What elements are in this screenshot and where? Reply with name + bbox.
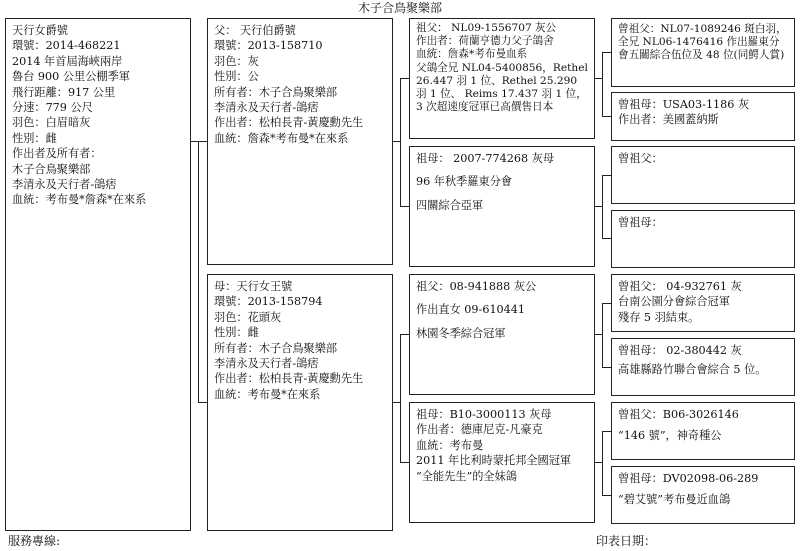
granddam-title: 祖母：B10-3000113 灰母 [416,408,552,421]
paternal-granddam-box [409,146,595,267]
connector-line [400,78,409,79]
connector-line [602,495,611,496]
granddam-line: 96 年秋季羅東分會 [416,175,513,189]
subject-line: 血統：考布曼*詹森*在來系 [12,193,147,207]
great-grandsire-box [611,402,795,460]
connector-line [198,402,207,403]
great-grandparent-text: 曾祖母： 02-380442 灰 [618,344,742,357]
subject-line: 魯台 900 公里公棚季軍 [12,70,130,84]
dam-line: 血統：考布曼*在來系 [214,387,321,401]
connector-line [400,78,401,206]
service-hotline-label: 服務專線: [8,534,61,548]
subject-box [5,18,191,531]
page-title: 木子合鳥聚樂部 [357,1,442,15]
subject-line: 性別：雌 [12,131,57,145]
grandsire-title: 祖父： NL09-1556707 灰公 [416,22,557,34]
grandsire-title: 祖父：08-941888 灰公 [416,280,537,293]
great-grandparent-text: 曾祖父：B06-3026146 [618,408,739,421]
dam-line: 所有者：木子合鳥聚樂部 [214,341,338,355]
connector-line [602,431,611,432]
subject-line: 飛行距離：917 公里 [12,85,116,99]
sire-line: 血統：詹森*考布曼*在來系 [214,131,349,145]
subject-ring: 環號：2014-468221 [12,39,121,53]
great-grandparent-text: “146 號”，神奇種公 [618,429,722,443]
dam-line: 環號：2013-158794 [214,295,323,309]
dam-line: 羽色：花頭灰 [214,310,282,324]
great-grandparent-text: 高雄縣路竹聯合會綜合 5 位。 [618,363,767,377]
subject-line: 李清永及天行者-鴿痞 [12,178,117,192]
great-grandparent-text: 曾祖母：DV02098-06-289 [618,472,759,485]
dam-line: 性別：雌 [214,326,259,340]
granddam-line: 四關綜合亞軍 [416,198,484,212]
granddam-line: 作出者：德庫尼克-凡豪克 [416,423,543,437]
connector-line [602,52,603,117]
great-granddam-box [611,338,795,396]
maternal-grandsire-box [409,274,595,395]
sire-line: 作出者：松柏長青-黃慶勳先生 [214,116,364,130]
connector-line [198,141,199,403]
sire-box [207,18,393,265]
grandsire-line: 血統：詹森*考布曼血系 [416,48,528,61]
great-grandparent-text: 殘存 5 羽結束。 [618,310,700,324]
great-grandparent-text: 作出者：美國蓋納斯 [618,113,719,127]
connector-line [198,141,207,142]
connector-line [400,334,409,335]
subject-name: 天行女爵號 [12,24,68,37]
sire-name: 父： 天行伯爵號 [214,24,296,37]
granddam-title: 祖母： 2007-774268 灰母 [416,152,555,165]
great-grandsire-box [611,146,795,204]
great-granddam-box [611,466,795,524]
great-grandparent-text: 曾祖父： [618,152,663,165]
granddam-line: 2011 年比利時蒙托邦全國冠軍 [416,454,572,468]
grandsire-line: 作出者：荷蘭亨德力父子鴿舍 [416,35,554,48]
great-grandsire-box [611,274,795,332]
connector-line [602,431,603,496]
connector-line [602,303,603,368]
dam-name: 母：天行女王號 [214,280,293,293]
subject-line: 作出者及所有者： [12,147,102,161]
great-grandparent-text: 曾祖母： [618,216,663,229]
granddam-line: 血統：考布曼 [416,438,484,452]
subject-line: 羽色：白眉暗灰 [12,116,91,130]
great-grandparent-text: “碧艾號”考布曼近血鴿 [618,493,731,507]
subject-line: 分速：779 公尺 [12,101,93,115]
maternal-granddam-box [409,402,595,523]
connector-line [400,334,401,462]
sire-line: 李清永及天行者-鴿痞 [214,101,319,115]
connector-line [602,175,603,239]
sire-line: 性別：公 [214,70,259,84]
connector-line [602,238,611,239]
connector-line [602,175,611,176]
grandsire-line: 林園冬季綜合冠軍 [416,326,506,340]
sire-line: 所有者：木子合鳥聚樂部 [214,85,338,99]
grandsire-line: 父鴿全兄 NL04-5400856，Rethel 26.447 羽 1 位、Rethel 25.290 羽 1 位、 Reims 17.437 羽 1 位，3 次超速度冠軍已高價售日本 [416,61,588,114]
subject-line: 2014 年首屆海峽兩岸 [12,54,123,68]
connector-line [602,367,611,368]
great-granddam-box [611,92,795,141]
connector-line [602,303,611,304]
great-grandparent-text: 曾祖父： 04-932761 灰 [618,280,742,293]
great-grandsire-box [611,18,795,87]
grandsire-line: 作出直女 09-610441 [416,303,526,317]
connector-line [602,52,611,53]
granddam-line: “全能先生”的全妹鴿 [416,469,517,483]
dam-box [207,274,393,531]
connector-line [400,462,409,463]
dam-line: 作出者：松柏長青-黃慶勳先生 [214,372,364,386]
print-date-label: 印表日期： [596,534,657,548]
sire-line: 環號：2013-158710 [214,39,323,53]
connector-line [602,116,611,117]
great-granddam-box [611,210,795,268]
great-grandparent-text: 曾祖父：NL07-1089246 斑白羽，全兄 NL06-1476416 作出羅東分會五關綜合伍位及 48 位(同鰐人賞) [618,23,787,62]
connector-line [400,206,409,207]
sire-line: 羽色：灰 [214,54,259,68]
dam-line: 李清永及天行者-鴿痞 [214,357,319,371]
great-grandparent-text: 台南公園分會綜合冠軍 [618,295,730,309]
paternal-grandsire-box [409,18,595,139]
great-grandparent-text: 曾祖母：USA03-1186 灰 [618,98,750,111]
subject-line: 木子合鳥聚樂部 [12,162,91,176]
